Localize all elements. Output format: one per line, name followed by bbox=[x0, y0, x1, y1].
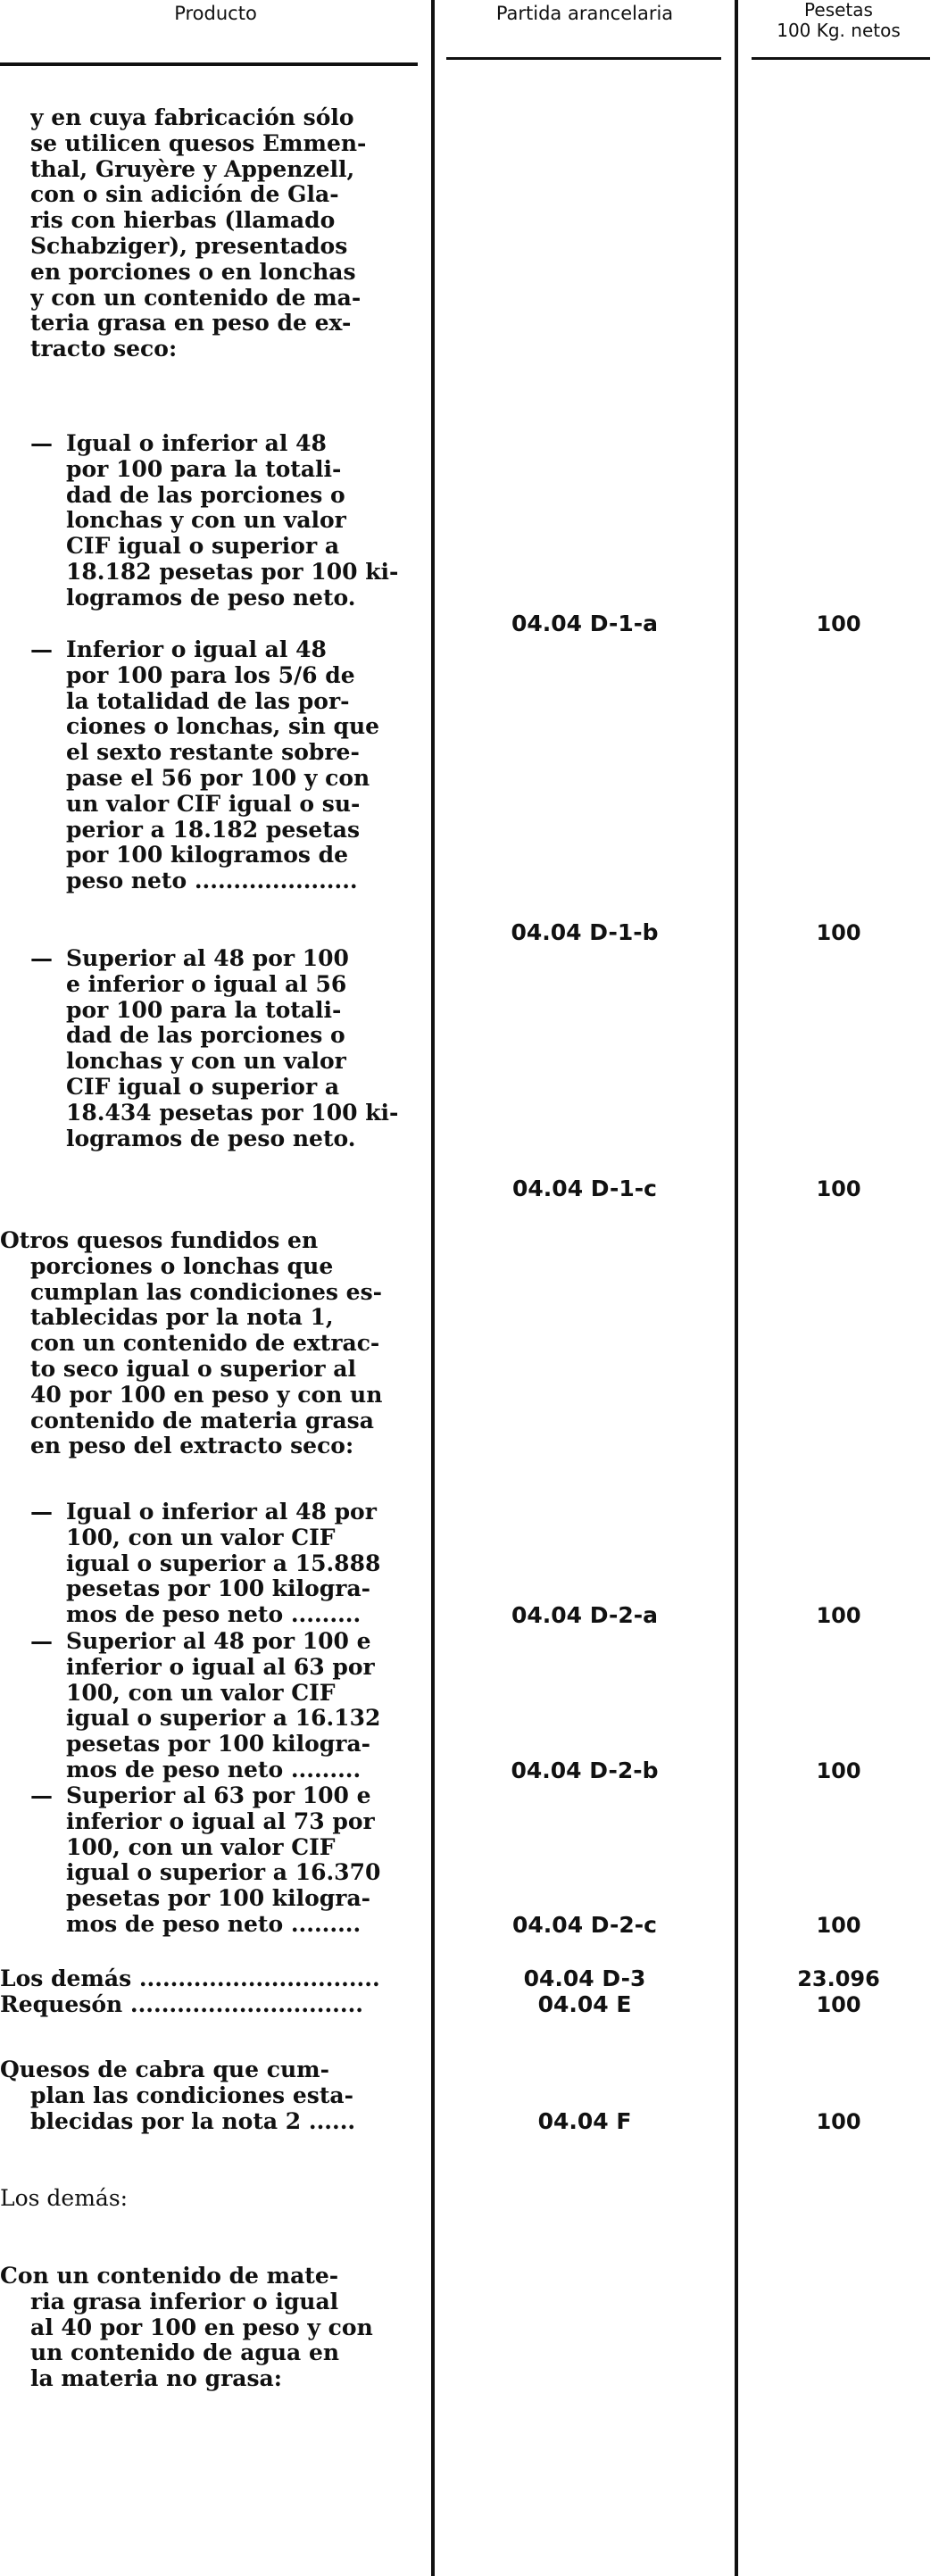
item-d2c-partida: 04.04 D-2-c bbox=[512, 1912, 657, 1938]
los-demas-heading: Los demás: bbox=[0, 2185, 129, 2211]
item-d1a-description bbox=[30, 431, 423, 611]
item-d3-description: Los demás ............................... bbox=[0, 1965, 380, 1991]
text-line: ria grasa inferior o igual bbox=[30, 2289, 339, 2314]
text-line: contenido de materia grasa bbox=[30, 1408, 374, 1433]
text-line bbox=[30, 483, 423, 509]
text-line bbox=[30, 1551, 423, 1577]
text-line-content: Superior al 63 por 100 e bbox=[66, 1783, 371, 1808]
text-line-content: 100, con un valor CIF bbox=[66, 1525, 336, 1550]
text-line: ris con hierbas (llamado bbox=[30, 208, 336, 234]
text-line-content: igual o superior a 15.888 bbox=[66, 1550, 381, 1576]
text-line-content: e inferior o igual al 56 bbox=[66, 971, 347, 997]
text-line: tablecidas por la nota 1, bbox=[30, 1305, 334, 1331]
text-line-content: Superior al 48 por 100 e bbox=[66, 1629, 371, 1654]
text-line bbox=[30, 1732, 423, 1757]
text-line bbox=[30, 1602, 423, 1628]
text-line-content: 18.182 pesetas por 100 ki- bbox=[66, 559, 399, 585]
text-line bbox=[30, 1525, 423, 1551]
text-line-content: mos de peso neto ......... bbox=[66, 1757, 361, 1782]
text-line: plan las condiciones esta- bbox=[30, 2082, 353, 2108]
text-line: con o sin adición de Gla- bbox=[30, 182, 339, 208]
text-line-content: un valor CIF igual o su- bbox=[66, 791, 361, 817]
text-line bbox=[30, 560, 423, 586]
header-producto: Producto bbox=[174, 3, 257, 24]
text-line bbox=[30, 1023, 423, 1049]
text-line bbox=[30, 818, 423, 843]
text-line-content: CIF igual o superior a bbox=[66, 534, 340, 560]
text-line bbox=[30, 1886, 423, 1912]
header-partida: Partida arancelaria bbox=[495, 3, 674, 24]
text-line bbox=[30, 1757, 423, 1783]
dash-marker: — bbox=[30, 946, 53, 971]
text-line bbox=[30, 1075, 423, 1101]
item-d1b-description bbox=[30, 637, 423, 894]
text-line: se utilicen quesos Emmen- bbox=[30, 130, 367, 156]
text-line bbox=[30, 998, 423, 1024]
text-line: Schabziger), presentados bbox=[30, 233, 348, 259]
text-line-content: 100, con un valor CIF bbox=[66, 1834, 336, 1860]
text-line-content: igual o superior a 16.132 bbox=[66, 1706, 381, 1732]
text-line-content: 18.434 pesetas por 100 ki- bbox=[66, 1100, 399, 1126]
text-line-content: pesetas por 100 kilogra- bbox=[66, 1732, 371, 1757]
text-line: teria grasa en peso de ex- bbox=[30, 311, 352, 337]
header-pesetas bbox=[738, 0, 939, 41]
header-rule-partida bbox=[446, 57, 721, 60]
text-line bbox=[30, 1912, 423, 1938]
text-line bbox=[30, 663, 423, 689]
text-line bbox=[30, 508, 423, 534]
text-line-content: lonchas y con un valor bbox=[66, 1049, 346, 1075]
column-divider-1 bbox=[431, 0, 435, 2576]
header-pesetas-line2: 100 Kg. netos bbox=[777, 20, 901, 41]
text-line-content: dad de las porciones o bbox=[66, 482, 345, 508]
text-line-content: Inferior o igual al 48 bbox=[66, 637, 327, 662]
final-paragraph bbox=[0, 2264, 421, 2392]
text-line: thal, Gruyère y Appenzell, bbox=[30, 156, 355, 182]
item-f-partida: 04.04 F bbox=[537, 2108, 632, 2134]
text-line bbox=[30, 1860, 423, 1886]
text-line: en porciones o en lonchas bbox=[30, 259, 356, 285]
item-e-description: Requesón .............................. bbox=[0, 1991, 363, 2017]
text-line bbox=[30, 946, 423, 972]
text-line: blecidas por la nota 2 ...... bbox=[30, 2108, 356, 2134]
item-d2a-pesetas: 100 bbox=[816, 1603, 861, 1628]
text-line bbox=[30, 1126, 423, 1152]
item-d3-pesetas: 23.096 bbox=[797, 1966, 880, 1991]
text-line bbox=[30, 586, 423, 611]
text-line bbox=[30, 689, 423, 715]
text-line: Quesos de cabra que cum- bbox=[0, 2057, 329, 2082]
item-d1b-partida: 04.04 D-1-b bbox=[511, 919, 659, 945]
text-line bbox=[30, 1809, 423, 1835]
text-line bbox=[30, 740, 423, 766]
item-d2a-partida: 04.04 D-2-a bbox=[511, 1602, 658, 1628]
header-rule-producto bbox=[0, 62, 418, 66]
item-d2a-description bbox=[30, 1500, 423, 1628]
text-line bbox=[30, 1835, 423, 1861]
text-line bbox=[30, 1681, 423, 1707]
text-line-content: el sexto restante sobre- bbox=[66, 740, 360, 766]
text-line: to seco igual o superior al bbox=[30, 1356, 356, 1382]
text-line bbox=[30, 457, 423, 483]
text-line-content: lonchas y con un valor bbox=[66, 508, 346, 534]
text-line-content: pesetas por 100 kilogra- bbox=[66, 1886, 371, 1912]
text-line-content: por 100 kilogramos de bbox=[66, 843, 349, 868]
text-line-content: CIF igual o superior a bbox=[66, 1074, 340, 1100]
text-line: cumplan las condiciones es- bbox=[30, 1279, 383, 1305]
item-f-pesetas: 100 bbox=[816, 2109, 861, 2134]
text-line: 40 por 100 en peso y con un bbox=[30, 1382, 383, 1408]
text-line-content: igual o superior a 16.370 bbox=[66, 1860, 381, 1886]
column-divider-2 bbox=[735, 0, 738, 2576]
text-line-content: por 100 para los 5/6 de bbox=[66, 662, 355, 688]
text-line-content: 100, con un valor CIF bbox=[66, 1680, 336, 1706]
text-line-content: inferior o igual al 73 por bbox=[66, 1808, 375, 1834]
text-line bbox=[30, 637, 423, 663]
text-line-content: por 100 para la totali- bbox=[66, 997, 342, 1023]
dash-marker: — bbox=[30, 431, 53, 456]
text-line-content: dad de las porciones o bbox=[66, 1023, 345, 1049]
text-line bbox=[30, 714, 423, 740]
dash-marker: — bbox=[30, 1783, 53, 1808]
item-d2c-pesetas: 100 bbox=[816, 1913, 861, 1938]
text-line bbox=[30, 1629, 423, 1655]
text-line-content: la totalidad de las por- bbox=[66, 688, 350, 714]
text-line: Otros quesos fundidos en bbox=[0, 1228, 319, 1253]
item-d2b-pesetas: 100 bbox=[816, 1758, 861, 1783]
text-line-content: logramos de peso neto. bbox=[66, 585, 356, 611]
text-line-content: perior a 18.182 pesetas bbox=[66, 817, 361, 843]
item-f-description bbox=[0, 2057, 421, 2134]
dash-marker: — bbox=[30, 637, 53, 662]
item-d1c-description bbox=[30, 946, 423, 1151]
item-d1a-pesetas: 100 bbox=[816, 611, 861, 636]
text-line: porciones o lonchas que bbox=[30, 1253, 334, 1279]
text-line: en peso del extracto seco: bbox=[30, 1433, 354, 1459]
item-e-pesetas: 100 bbox=[816, 1992, 861, 2017]
text-line bbox=[30, 1783, 423, 1809]
text-line bbox=[30, 1049, 423, 1075]
header-pesetas-line1: Pesetas bbox=[804, 0, 873, 21]
text-line-content: inferior o igual al 63 por bbox=[66, 1654, 375, 1680]
text-line-content: por 100 para la totali- bbox=[66, 456, 342, 482]
text-line-content: peso neto ..................... bbox=[66, 868, 358, 894]
text-line-content: Igual o inferior al 48 bbox=[66, 431, 327, 456]
text-line-content: logramos de peso neto. bbox=[66, 1126, 356, 1151]
text-line: y con un contenido de ma- bbox=[30, 285, 361, 311]
item-d3-partida: 04.04 D-3 bbox=[523, 1965, 646, 1991]
text-line-content: mos de peso neto ......... bbox=[66, 1911, 361, 1937]
text-line bbox=[30, 843, 423, 868]
text-line-content: pesetas por 100 kilogra- bbox=[66, 1576, 371, 1602]
header-rule-pesetas bbox=[752, 57, 930, 60]
text-line: tracto seco: bbox=[30, 337, 178, 362]
item-d2b-partida: 04.04 D-2-b bbox=[511, 1757, 659, 1783]
text-line bbox=[30, 431, 423, 457]
item-d2b-description bbox=[30, 1629, 423, 1783]
text-line bbox=[30, 1500, 423, 1525]
intro-paragraph bbox=[30, 105, 421, 362]
text-line bbox=[30, 1655, 423, 1681]
text-line-content: pase el 56 por 100 y con bbox=[66, 765, 370, 791]
item-d1c-partida: 04.04 D-1-c bbox=[512, 1176, 657, 1201]
text-line-content: Superior al 48 por 100 bbox=[66, 946, 349, 971]
text-line: al 40 por 100 en peso y con bbox=[30, 2314, 373, 2340]
item-d1a-partida: 04.04 D-1-a bbox=[511, 611, 658, 636]
text-line bbox=[30, 868, 423, 894]
text-line-content: Igual o inferior al 48 por bbox=[66, 1500, 377, 1525]
text-line: la materia no grasa: bbox=[30, 2366, 282, 2392]
text-line: Con un contenido de mate- bbox=[0, 2264, 339, 2289]
text-line bbox=[30, 1706, 423, 1732]
text-line bbox=[30, 972, 423, 998]
text-line-content: ciones o lonchas, sin que bbox=[66, 714, 380, 740]
dash-marker: — bbox=[30, 1500, 53, 1525]
text-line bbox=[30, 792, 423, 818]
item-d1b-pesetas: 100 bbox=[816, 920, 861, 945]
text-line: y en cuya fabricación sólo bbox=[30, 105, 354, 130]
text-line bbox=[30, 1101, 423, 1126]
text-line bbox=[30, 766, 423, 792]
text-line: con un contenido de extrac- bbox=[30, 1331, 380, 1357]
dash-marker: — bbox=[30, 1629, 53, 1654]
text-line bbox=[30, 1576, 423, 1602]
otros-quesos-paragraph bbox=[0, 1228, 421, 1459]
text-line: un contenido de agua en bbox=[30, 2340, 340, 2366]
item-d1c-pesetas: 100 bbox=[816, 1176, 861, 1201]
item-e-partida: 04.04 E bbox=[537, 1991, 632, 2017]
text-line-content: mos de peso neto ......... bbox=[66, 1602, 361, 1628]
item-d2c-description bbox=[30, 1783, 423, 1938]
text-line bbox=[30, 534, 423, 560]
